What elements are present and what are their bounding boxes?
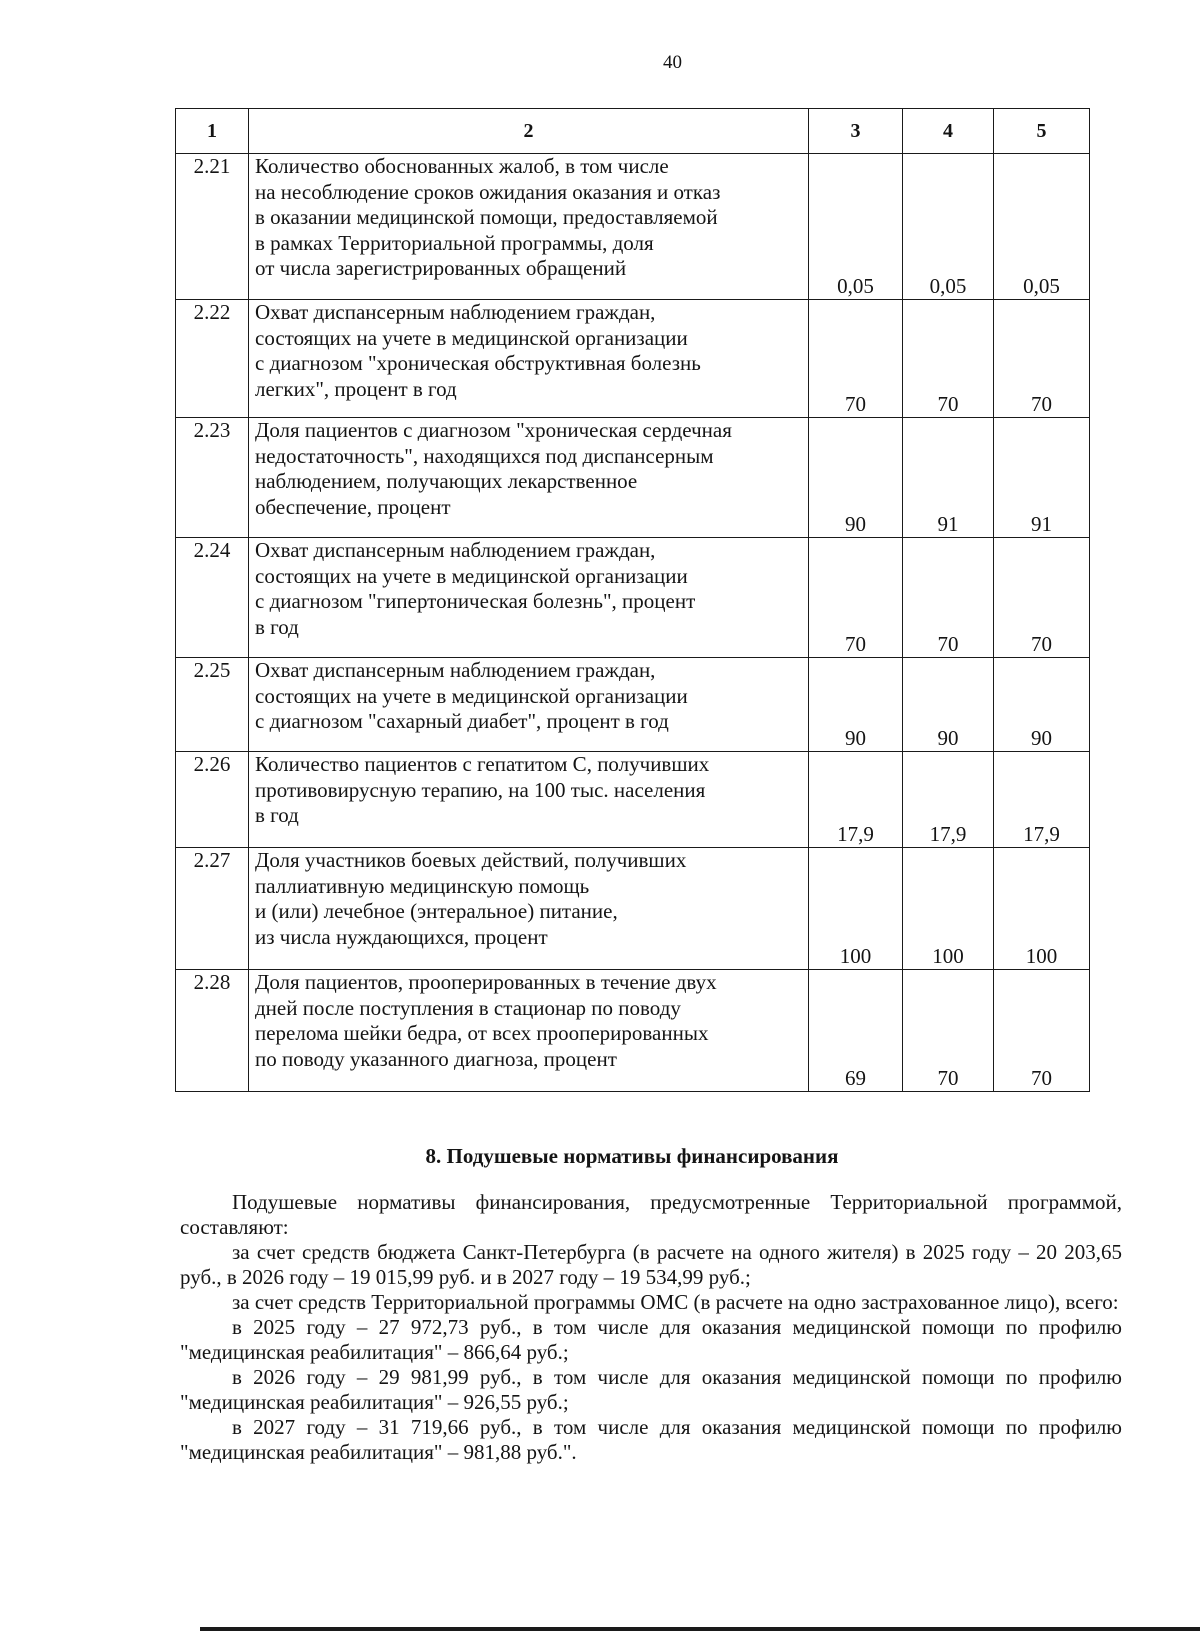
value-col-3: 90 xyxy=(809,658,903,752)
indicator-description: Доля участников боевых действий, получивших паллиативную медицинскую помощь и (или) лечебное (энтеральное) питание, из числа нуждающихся, процент xyxy=(249,848,809,970)
value-col-5: 100 xyxy=(994,848,1090,970)
row-number: 2.26 xyxy=(176,752,249,848)
value-col-3: 70 xyxy=(809,300,903,418)
row-number: 2.27 xyxy=(176,848,249,970)
table-row xyxy=(176,970,1090,1092)
section-body-text xyxy=(180,1190,1122,1465)
table-row xyxy=(176,848,1090,970)
table-row xyxy=(176,658,1090,752)
value-col-5: 70 xyxy=(994,538,1090,658)
scan-edge-line xyxy=(200,1627,1200,1631)
value-col-4: 70 xyxy=(903,300,994,418)
value-col-5: 70 xyxy=(994,300,1090,418)
value-col-5: 91 xyxy=(994,418,1090,538)
value-col-3: 90 xyxy=(809,418,903,538)
value-col-4: 17,9 xyxy=(903,752,994,848)
header-col-1: 1 xyxy=(176,109,249,154)
table-body xyxy=(176,154,1090,1092)
indicator-description: Количество пациентов с гепатитом С, получивших противовирусную терапию, на 100 тыс. населения в год xyxy=(249,752,809,848)
paragraph: в 2027 году – 31 719,66 руб., в том числе для оказания медицинской помощи по профилю "медицинская реабилитация" – 981,88 руб.". xyxy=(180,1415,1122,1464)
value-col-5: 0,05 xyxy=(994,154,1090,300)
table-row xyxy=(176,752,1090,848)
section-title: 8. Подушевые нормативы финансирования xyxy=(425,1144,839,1168)
value-col-4: 91 xyxy=(903,418,994,538)
value-col-3: 17,9 xyxy=(809,752,903,848)
value-col-5: 17,9 xyxy=(994,752,1090,848)
indicator-description: Доля пациентов, прооперированных в течение двух дней после поступления в стационар по поводу перелома шейки бедра, от всех прооперированных по поводу указанного диагноза, процент xyxy=(249,970,809,1092)
table-row xyxy=(176,154,1090,300)
indicator-description: Доля пациентов с диагнозом "хроническая сердечная недостаточность", находящихся под диспансерным наблюдением, получающих лекарственное обеспечение, процент xyxy=(249,418,809,538)
page-number: 40 xyxy=(663,52,682,73)
paragraph: в 2025 году – 27 972,73 руб., в том числе для оказания медицинской помощи по профилю "медицинская реабилитация" – 866,64 руб.; xyxy=(180,1315,1122,1364)
row-number: 2.21 xyxy=(176,154,249,300)
value-col-4: 90 xyxy=(903,658,994,752)
row-number: 2.23 xyxy=(176,418,249,538)
value-col-4: 100 xyxy=(903,848,994,970)
value-col-3: 70 xyxy=(809,538,903,658)
table-row xyxy=(176,538,1090,658)
value-col-5: 70 xyxy=(994,970,1090,1092)
paragraph: за счет средств Территориальной программы ОМС (в расчете на одно застрахованное лицо), всего: xyxy=(232,1290,1119,1314)
row-number: 2.24 xyxy=(176,538,249,658)
table-header-row xyxy=(176,109,1090,154)
value-col-4: 70 xyxy=(903,538,994,658)
indicator-description: Охват диспансерным наблюдением граждан, состоящих на учете в медицинской организации с диагнозом "гипертоническая болезнь", процент в год xyxy=(249,538,809,658)
value-col-5: 90 xyxy=(994,658,1090,752)
row-number: 2.25 xyxy=(176,658,249,752)
row-number: 2.28 xyxy=(176,970,249,1092)
value-col-4: 70 xyxy=(903,970,994,1092)
header-col-5: 5 xyxy=(994,109,1090,154)
indicator-description: Охват диспансерным наблюдением граждан, состоящих на учете в медицинской организации с диагнозом "сахарный диабет", процент в год xyxy=(249,658,809,752)
table-row xyxy=(176,300,1090,418)
paragraph: Подушевые нормативы финансирования, предусмотренные Территориальной программой, составляют: xyxy=(180,1190,1122,1239)
row-number: 2.22 xyxy=(176,300,249,418)
value-col-4: 0,05 xyxy=(903,154,994,300)
paragraph: в 2026 году – 29 981,99 руб., в том числе для оказания медицинской помощи по профилю "медицинская реабилитация" – 926,55 руб.; xyxy=(180,1365,1122,1414)
header-col-4: 4 xyxy=(903,109,994,154)
indicators-table xyxy=(175,108,1090,1092)
value-col-3: 69 xyxy=(809,970,903,1092)
indicator-description: Охват диспансерным наблюдением граждан, состоящих на учете в медицинской организации с диагнозом "хроническая обструктивная болезнь легких", процент в год xyxy=(249,300,809,418)
value-col-3: 0,05 xyxy=(809,154,903,300)
value-col-3: 100 xyxy=(809,848,903,970)
header-col-3: 3 xyxy=(809,109,903,154)
paragraph: за счет средств бюджета Санкт-Петербурга (в расчете на одного жителя) в 2025 году – 20 203,65 руб., в 2026 году – 19 015,99 руб. и в 2027 году – 19 534,99 руб.; xyxy=(180,1240,1122,1289)
indicator-description: Количество обоснованных жалоб, в том числе на несоблюдение сроков ожидания оказания и отказ в оказании медицинской помощи, предоставляемой в рамках Территориальной программы, доля от числа зарегистрированных обращений xyxy=(249,154,809,300)
table-row xyxy=(176,418,1090,538)
header-col-2: 2 xyxy=(249,109,809,154)
